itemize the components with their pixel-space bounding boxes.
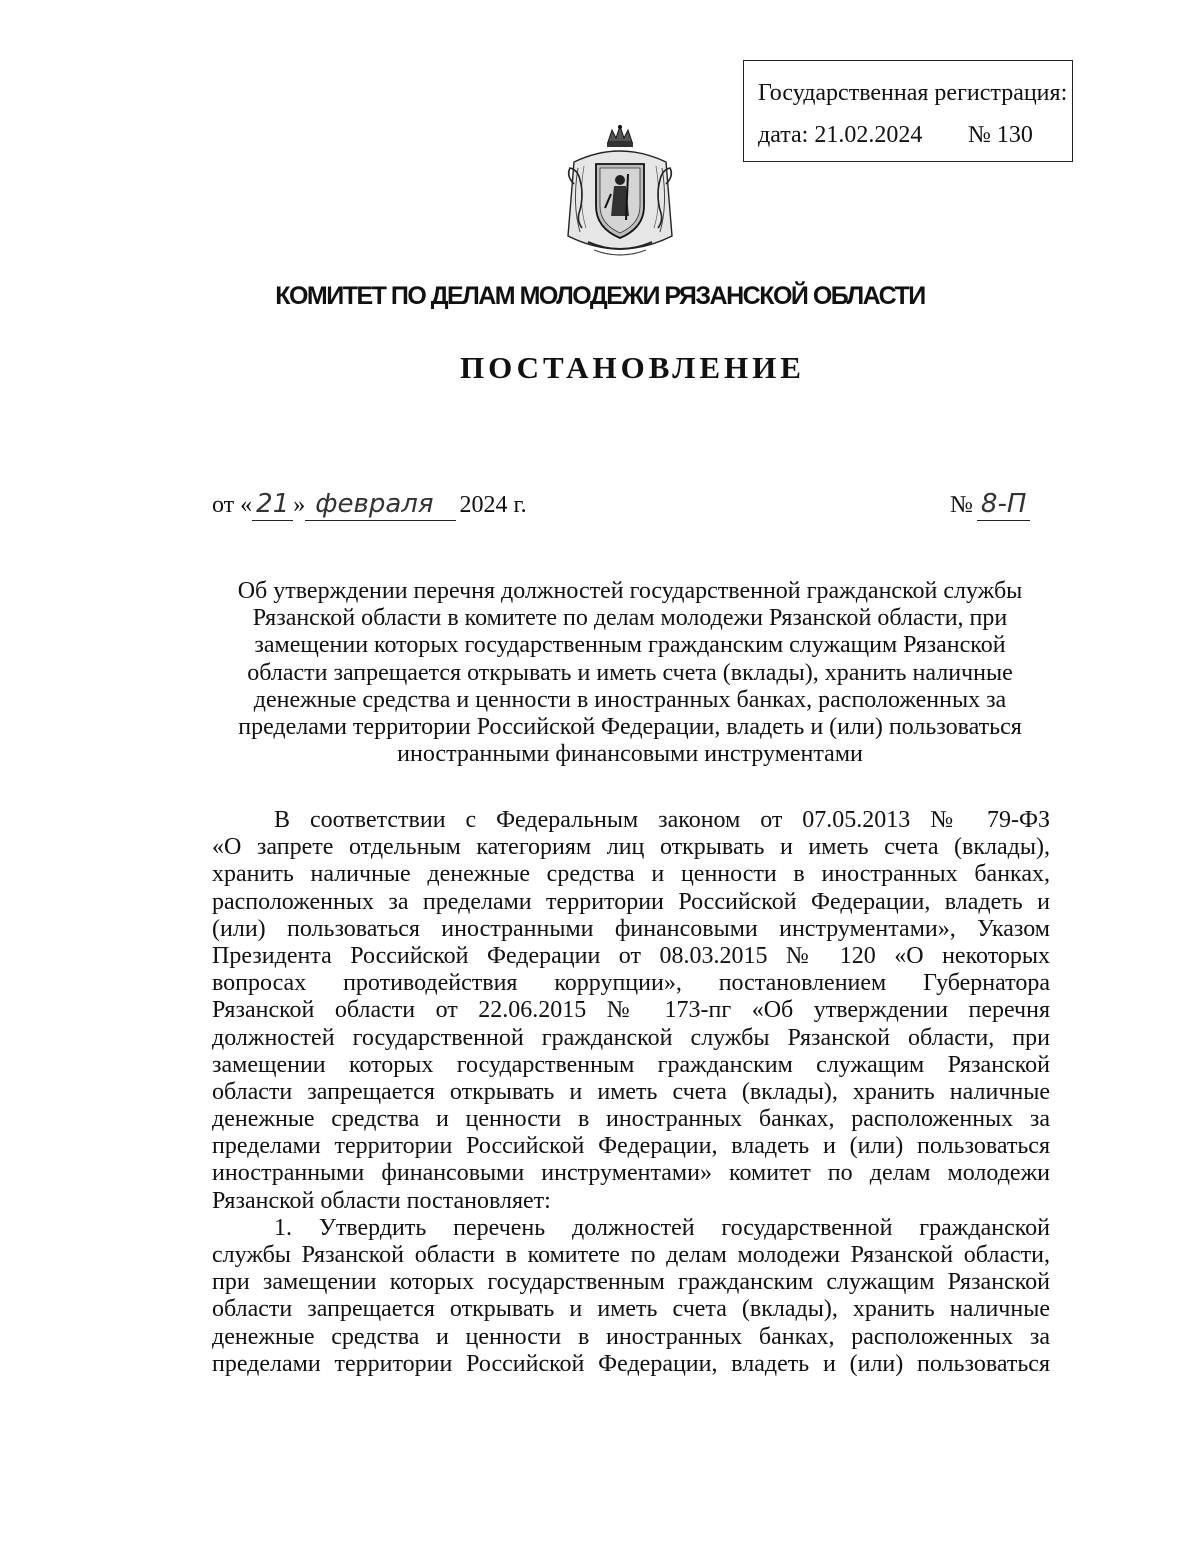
preamble-line: хранить наличные денежные средства и ценности в иностранных банках,: [212, 861, 1050, 888]
date-year: 2024 г.: [459, 492, 527, 518]
preamble-paragraph: [212, 807, 1050, 1215]
preamble-line: «О запрете отдельным категориям лиц открывать и иметь счета (вклады),: [212, 834, 1050, 861]
subject-line: иностранными финансовыми инструментами: [397, 741, 863, 768]
registration-number: № 130: [968, 122, 1033, 148]
document-number: [950, 490, 1030, 521]
preamble-line: Рязанской области постановляет:: [212, 1187, 551, 1214]
subject-line: Об утверждении перечня должностей государственной гражданской службы: [237, 578, 1023, 604]
registration-title: Государственная регистрация:: [758, 80, 1068, 106]
subject-line: денежные средства и ценности в иностранных банках, расположенных за: [253, 686, 1007, 713]
number-value: 8-П: [977, 490, 1030, 521]
preamble-line: пределами территории Российской Федерации, владеть и (или) пользоваться: [212, 1133, 1050, 1160]
registration-box: [743, 60, 1073, 162]
preamble-line: иностранными финансовыми инструментами» комитет по делам молодежи: [212, 1160, 1050, 1187]
document-date: [212, 490, 527, 521]
preamble-line: Рязанской области от 22.06.2015 № 173-пг «Об утверждении перечня: [212, 997, 1050, 1024]
preamble-line: должностей государственной гражданской службы Рязанской области, при: [212, 1024, 1050, 1051]
date-prefix: от «: [212, 492, 253, 518]
subject-line: замещении которых государственным гражданским служащим Рязанской: [254, 632, 1006, 659]
subject-line: Рязанской области в комитете по делам молодежи Рязанской области, при: [252, 605, 1008, 632]
item1-line: при замещении которых государственным гражданским служащим Рязанской: [212, 1269, 1050, 1296]
preamble-line: вопросах противодействия коррупции», постановлением Губернатора: [212, 970, 1050, 997]
preamble-line: (или) пользоваться иностранными финансовыми инструментами», Указом: [212, 915, 1050, 942]
document-type: ПОСТАНОВЛЕНИЕ: [460, 350, 805, 385]
organization-title: КОМИТЕТ ПО ДЕЛАМ МОЛОДЕЖИ РЯЗАНСКОЙ ОБЛАСТИ: [275, 282, 925, 310]
registration-date: дата: 21.02.2024: [758, 122, 923, 148]
preamble-line: расположенных за пределами территории Российской Федерации, владеть и: [212, 888, 1050, 915]
item1-line: денежные средства и ценности в иностранных банках, расположенных за: [212, 1323, 1050, 1350]
document-body: [212, 807, 1050, 1378]
item1-line: службы Рязанской области в комитете по делам молодежи Рязанской области,: [212, 1242, 1050, 1268]
date-mid: »: [293, 492, 306, 518]
item1-line: 1. Утвердить перечень должностей государственной гражданской: [274, 1214, 1050, 1241]
preamble-line: денежные средства и ценности в иностранных банках, расположенных за: [212, 1106, 1050, 1133]
date-month: февраля: [305, 490, 455, 521]
item1-line: пределами территории Российской Федерации, владеть и (или) пользоваться: [212, 1350, 1050, 1377]
coat-of-arms-icon: [560, 124, 680, 262]
item1-line: области запрещается открывать и иметь счета (вклады), хранить наличные: [212, 1296, 1050, 1323]
document-subject: [200, 578, 1060, 768]
number-prefix: №: [950, 492, 973, 518]
item-1-paragraph: [212, 1215, 1050, 1378]
preamble-line: замещении которых государственным гражданским служащим Рязанской: [212, 1051, 1050, 1078]
subject-line: пределами территории Российской Федерации, владеть и (или) пользоваться: [238, 714, 1022, 741]
preamble-line: Президента Российской Федерации от 08.03.2015 № 120 «О некоторых: [212, 942, 1050, 969]
date-day: 21: [252, 490, 293, 521]
preamble-line: области запрещается открывать и иметь счета (вклады), хранить наличные: [212, 1078, 1050, 1105]
subject-line: области запрещается открывать и иметь счета (вклады), хранить наличные: [247, 659, 1013, 686]
preamble-line: В соответствии с Федеральным законом от 07.05.2013 № 79-ФЗ: [274, 807, 1050, 833]
